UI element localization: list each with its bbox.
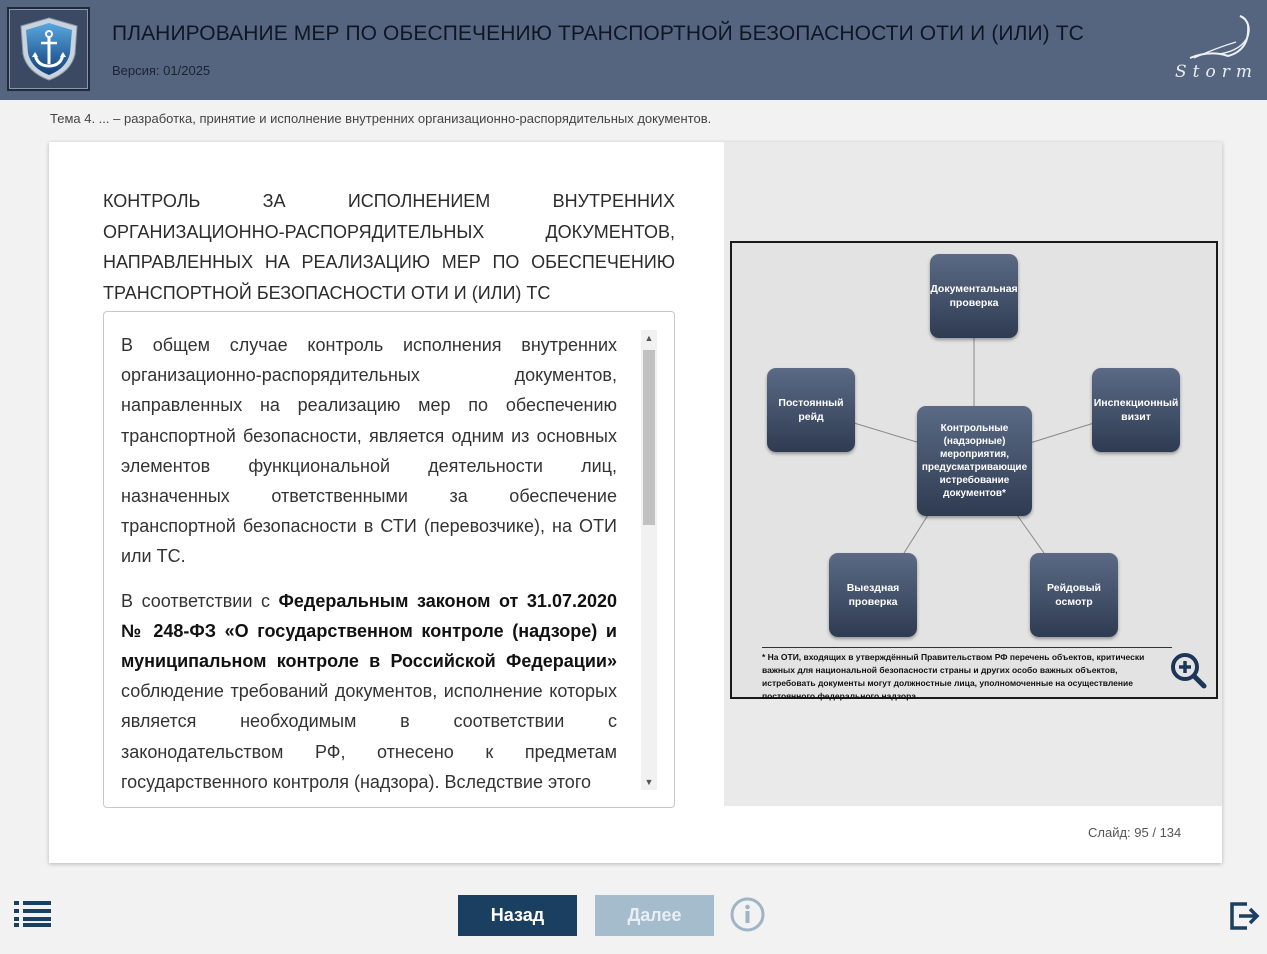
- back-button[interactable]: Назад: [458, 895, 577, 936]
- paragraph-text: В соответствии с: [121, 590, 279, 611]
- info-icon[interactable]: [730, 897, 765, 932]
- diagram-node-left: Постоянный рейд: [767, 368, 855, 452]
- anchor-shield-icon: [15, 14, 83, 84]
- scroll-up-icon[interactable]: ▲: [644, 333, 654, 343]
- next-button[interactable]: Далее: [595, 895, 714, 936]
- version-label: Версия: 01/2025: [112, 63, 211, 78]
- brand-name: Storm: [1175, 62, 1258, 82]
- diagram: [730, 241, 1218, 699]
- scroll-down-icon[interactable]: ▼: [644, 777, 654, 787]
- diagram-node-right: Инспекционный визит: [1092, 368, 1180, 452]
- topic-breadcrumb: Тема 4. ... – разработка, принятие и исполнение внутренних организационно-распорядительных документов.: [50, 111, 712, 126]
- diagram-footnote: * На ОТИ, входящих в утверждённый Правительством РФ перечень объектов, критически важных для национальной безопасности страны и других особо важных объектов, истребовать документы могут должностные лица, уполномоченные на осуществление постоянного федерального надзора: [762, 647, 1172, 703]
- heading-line: ОРГАНИЗАЦИОННО-РАСПОРЯДИТЕЛЬНЫХ ДОКУМЕНТОВ,: [103, 221, 675, 242]
- diagram-node-bottom-right: Рейдовый осмотр: [1030, 553, 1118, 637]
- law-reference: Федеральным законом от 31.07.2020 № 248-ФЗ «О государственном контроле (надзоре) и муниципальном контроле в Российской Федерации»: [121, 590, 618, 672]
- menu-list-icon[interactable]: [14, 899, 54, 929]
- exit-icon[interactable]: [1229, 901, 1261, 931]
- text-content: [121, 330, 617, 808]
- slide-heading: [103, 186, 675, 308]
- scroll-thumb[interactable]: [643, 350, 655, 525]
- header: [0, 0, 1267, 100]
- logo: [7, 7, 90, 91]
- slide-counter: Слайд: 95 / 134: [1088, 825, 1182, 840]
- heading-line: КОНТРОЛЬ ЗА ИСПОЛНЕНИЕМ ВНУТРЕННИХ: [103, 191, 675, 211]
- image-panel: [724, 142, 1222, 806]
- diagram-node-top: Документальная проверка: [930, 254, 1018, 338]
- slide-card: [49, 142, 1222, 863]
- scrollbar[interactable]: [641, 330, 657, 790]
- diagram-node-center: Контрольные (надзорные) мероприятия, предусматривающие истребование документов*: [917, 406, 1032, 516]
- app-title: ПЛАНИРОВАНИЕ МЕР ПО ОБЕСПЕЧЕНИЮ ТРАНСПОРТНОЙ БЕЗОПАСНОСТИ ОТИ И (ИЛИ) ТС: [112, 22, 1084, 45]
- heading-line: ТРАНСПОРТНОЙ БЕЗОПАСНОСТИ ОТИ И (ИЛИ) ТС: [103, 282, 551, 303]
- paragraph: [121, 586, 617, 797]
- scrollable-text-box[interactable]: [103, 311, 675, 808]
- heading-line: НАПРАВЛЕННЫХ НА РЕАЛИЗАЦИЮ МЕР ПО ОБЕСПЕЧЕНИЮ: [103, 252, 675, 272]
- diagram-node-bottom-left: Выездная проверка: [829, 553, 917, 637]
- paragraph-text: соблюдение требований документов, исполнение которых является необходимым в соответствии с законодательством РФ, отнесено к предметам государственного контроля (надзора). Вследствие этого: [121, 681, 617, 792]
- paragraph: В общем случае контроль исполнения внутренних организационно-распорядительных документов, направленных на реализацию мер по обеспечению транспортной безопасности, является одним из основных элементов функциональной деятельности лиц, назначенных ответственными за обеспечение транспортной безопасности в СТИ (перевозчике), на ОТИ или ТС.: [121, 335, 617, 567]
- zoom-in-icon[interactable]: [1168, 650, 1208, 690]
